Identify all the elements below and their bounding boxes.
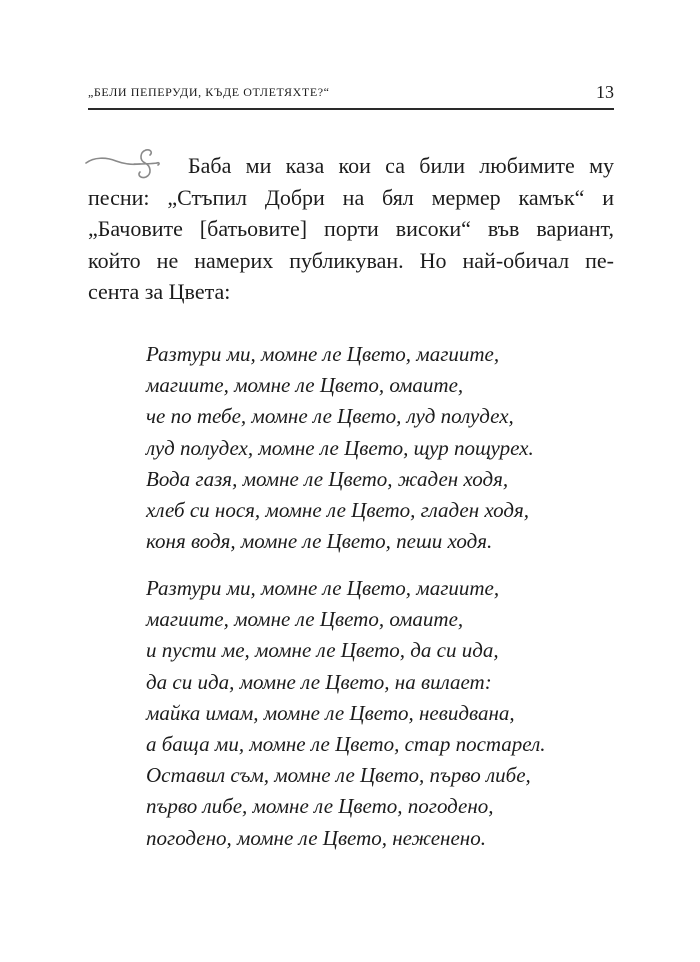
verse-line: погодено, момне ле Цвето, неженено. <box>146 825 486 850</box>
verse-line: луд полудех, момне ле Цвето, щур пощурех. <box>146 435 534 460</box>
intro-line: който не намерих публикуван. Но най-обичал пе- <box>88 247 614 273</box>
intro-line: Баба ми каза кои са били любимите му <box>188 153 614 178</box>
verse-line: Разтури ми, момне ле Цвето, магиите, <box>146 342 500 366</box>
verse-line: магиите, момне ле Цвето, омаите, <box>146 373 464 398</box>
verse-line: Вода газя, момне ле Цвето, жаден ходя, <box>146 466 509 491</box>
verse-line: хлеб си нося, момне ле Цвето, гладен ходя, <box>146 498 530 523</box>
verse-line: че по тебе, момне ле Цвето, луд полудех, <box>146 404 514 429</box>
verse-line: коня водя, момне ле Цвето, пеши ходя. <box>146 529 493 554</box>
page-number: 13 <box>596 82 614 102</box>
verse-line: да си ида, момне ле Цвето, на вилает: <box>146 669 492 694</box>
intro-line: „Бачовите [батьовите] порти високи“ във вариант, <box>88 216 614 241</box>
verse-line: майка имам, момне ле Цвето, невидвана, <box>146 700 515 725</box>
verse-line: а баща ми, момне ле Цвето, стар постарел. <box>146 732 546 757</box>
intro-line: сента за Цвета: <box>88 279 231 304</box>
running-title: „БЕЛИ ПЕПЕРУДИ, КЪДЕ ОТЛЕТЯХТЕ?“ <box>88 85 330 99</box>
verse-line: и пусти ме, момне ле Цвето, да си ида, <box>146 638 499 663</box>
song-stanza-1 <box>146 339 534 557</box>
verse-line: магиите, момне ле Цвето, омаите, <box>146 607 464 632</box>
verse-line: първо либе, момне ле Цвето, погодено, <box>146 794 494 819</box>
verse-line: Разтури ми, момне ле Цвето, магиите, <box>146 576 500 600</box>
verse-line: Оставил съм, момне ле Цвето, първо либе, <box>146 763 531 788</box>
intro-paragraph <box>88 150 614 308</box>
song-stanza-2 <box>146 573 546 854</box>
header-rule <box>88 108 614 110</box>
running-header <box>88 82 614 106</box>
intro-line: песни: „Стъпил Добри на бял мермер камък“ и <box>88 184 614 210</box>
